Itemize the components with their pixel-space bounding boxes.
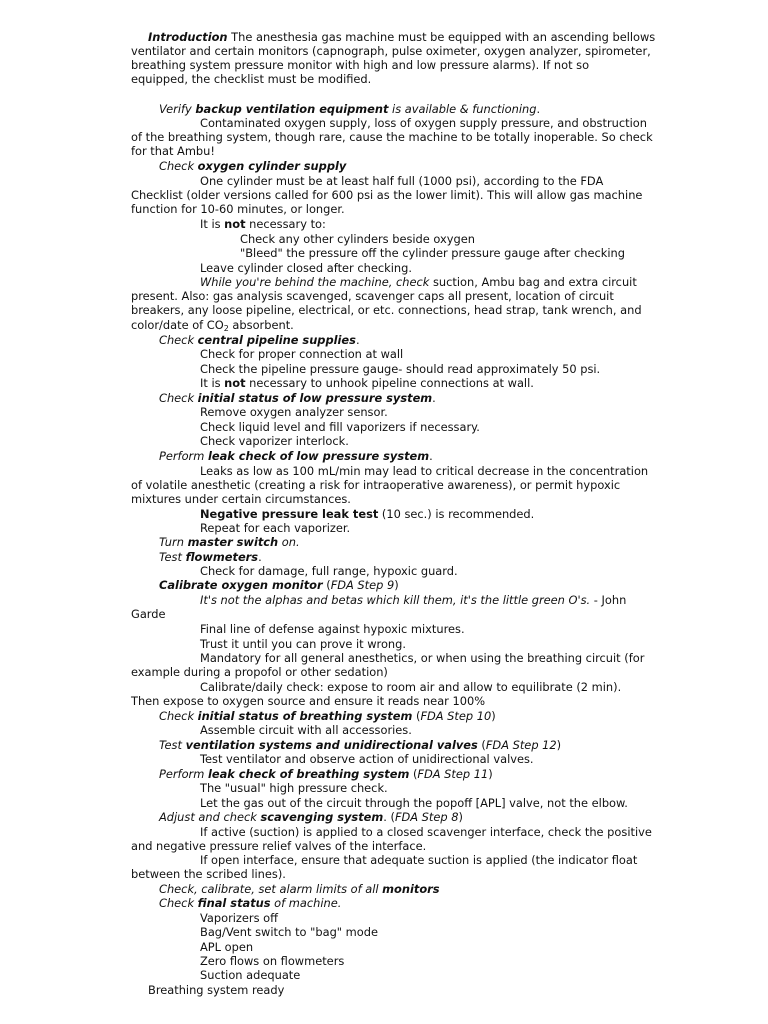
text-run: ( <box>412 709 421 723</box>
text-run: Breathing system ready <box>148 983 285 997</box>
text-run: Check any other cylinders beside oxygen <box>240 232 475 246</box>
text-line <box>200 116 647 130</box>
text-line <box>159 896 341 910</box>
text-line <box>159 882 440 896</box>
text-line <box>200 651 644 665</box>
text-line <box>200 911 278 925</box>
text-run: Contaminated oxygen supply, loss of oxygen supply pressure, and obstruction <box>200 116 647 130</box>
text-run: leak check of low pressure system <box>207 449 430 463</box>
text-line <box>159 159 346 173</box>
text-line <box>200 593 626 607</box>
text-line <box>240 232 475 246</box>
text-line <box>131 188 642 202</box>
text-run: While you're behind the machine, check <box>200 275 430 289</box>
text-line <box>200 347 403 361</box>
text-run: Turn <box>159 535 188 549</box>
text-line <box>200 464 648 478</box>
text-line <box>240 246 625 260</box>
text-run: Check <box>159 709 198 723</box>
text-run: necessary to unhook pipeline connections at wall. <box>245 376 534 390</box>
text-run: master switch <box>187 535 279 549</box>
text-run: Check <box>159 896 198 910</box>
text-line <box>159 333 360 347</box>
text-line <box>200 174 603 188</box>
text-line <box>200 680 621 694</box>
text-line <box>159 738 561 752</box>
text-run: ventilation systems and unidirectional valves <box>185 738 478 752</box>
text-line <box>131 58 589 72</box>
text-line <box>200 261 412 275</box>
text-run: Then expose to oxygen source and ensure it reads near 100% <box>131 694 486 708</box>
text-line <box>131 492 351 506</box>
text-line <box>131 72 371 86</box>
text-run: Zero flows on flowmeters <box>200 954 345 968</box>
text-run: FDA Step 10 <box>420 709 492 723</box>
text-run: Trust it until you can prove it wrong. <box>200 637 406 651</box>
text-run: oxygen cylinder supply <box>197 159 347 173</box>
text-line <box>131 665 388 679</box>
text-run: Negative pressure leak test <box>200 507 379 521</box>
text-run: Calibrate oxygen monitor <box>159 578 323 592</box>
text-line <box>159 550 262 564</box>
text-run: Assemble circuit with all accessories. <box>200 723 412 737</box>
text-run: ) <box>394 578 399 592</box>
text-run: and negative pressure relief valves of the interface. <box>131 839 427 853</box>
text-run: for that Ambu! <box>131 144 215 158</box>
text-line <box>159 767 493 781</box>
text-run: breakers, any loose pipeline, electrical, or etc. connections, head strap, tank wrench, and <box>131 303 642 317</box>
text-run: is available & functioning <box>388 102 537 116</box>
text-run: of the breathing system, though rare, cause the machine to be totally inoperable. So check <box>131 130 653 144</box>
text-line <box>131 839 426 853</box>
text-run: Check for damage, full range, hypoxic guard. <box>200 564 458 578</box>
text-line <box>148 983 284 997</box>
text-line <box>131 478 620 492</box>
text-run: of volatile anesthetic (creating a risk for intraoperative awareness), or permit hypoxic <box>131 478 621 492</box>
text-run: The "usual" high pressure check. <box>200 781 388 795</box>
text-line <box>200 853 637 867</box>
text-run: Leaks as low as 100 mL/min may lead to critical decrease in the concentration <box>200 464 649 478</box>
text-line <box>131 694 485 708</box>
text-run: suction, Ambu bag and extra circuit <box>429 275 637 289</box>
text-run: Leave cylinder closed after checking. <box>200 261 412 275</box>
text-run: Checklist (older versions called for 600 psi as the lower limit). This will allow gas machine <box>131 188 643 202</box>
text-run: central pipeline supplies <box>197 333 356 347</box>
text-line <box>131 202 345 216</box>
text-run: FDA Step 8 <box>394 810 459 824</box>
text-run: APL open <box>200 940 254 954</box>
text-run: ) <box>556 738 562 752</box>
text-run: initial status of low pressure system <box>197 391 433 405</box>
text-line <box>200 420 480 434</box>
text-line <box>200 434 349 448</box>
text-run: ( <box>322 578 331 592</box>
text-run: color/date of CO <box>131 318 224 332</box>
text-run: not <box>224 217 246 231</box>
text-run: Check, calibrate, set alarm limits of all <box>159 882 383 896</box>
text-line <box>131 289 614 303</box>
text-run: monitors <box>382 882 440 896</box>
text-run: It's not the alphas and betas which kill them, it's the little green O's. <box>200 593 591 607</box>
text-run: Bag/Vent switch to "bag" mode <box>200 925 378 939</box>
text-run: example during a propofol or other sedation) <box>131 665 388 679</box>
text-line <box>200 925 378 939</box>
text-run: Garde <box>131 607 166 621</box>
text-run: ) <box>491 709 496 723</box>
text-run: Check liquid level and fill vaporizers if necessary. <box>200 420 480 434</box>
text-line <box>200 564 458 578</box>
text-run: Repeat for each vaporizer. <box>200 521 351 535</box>
text-run: FDA Step 9 <box>330 578 395 592</box>
text-run: It is <box>200 217 225 231</box>
text-line <box>200 968 300 982</box>
text-line <box>200 637 406 651</box>
text-line <box>159 535 300 549</box>
text-run: (10 sec.) is recommended. <box>378 507 535 521</box>
text-run: Test <box>159 738 186 752</box>
text-run: ( <box>477 738 486 752</box>
text-run: function for 10-60 minutes, or longer. <box>131 202 345 216</box>
text-run: not <box>224 376 246 390</box>
subscript: 2 <box>223 324 229 333</box>
text-run: Adjust and check <box>159 810 261 824</box>
text-run: One cylinder must be at least half full (1000 psi), according to the FDA <box>200 174 604 188</box>
text-line <box>200 622 465 636</box>
text-line <box>200 940 253 954</box>
text-line <box>131 130 653 144</box>
text-run: Check <box>159 333 198 347</box>
text-run: ( <box>409 767 418 781</box>
text-run: The anesthesia gas machine must be equipped with an ascending bellows <box>227 30 656 44</box>
text-run: - John <box>590 593 627 607</box>
text-line <box>200 507 534 521</box>
text-line <box>200 752 534 766</box>
text-run: Let the gas out of the circuit through the popoff [APL] valve, not the elbow. <box>200 796 628 810</box>
text-line <box>159 709 496 723</box>
text-line <box>200 723 412 737</box>
text-line <box>200 796 628 810</box>
text-run: leak check of breathing system <box>207 767 410 781</box>
text-run: Check <box>159 159 198 173</box>
text-line <box>200 376 534 390</box>
text-run: Check the pipeline pressure gauge- should read approximately 50 psi. <box>200 362 601 376</box>
text-run: scavenging system <box>260 810 384 824</box>
text-run: ) <box>488 767 493 781</box>
text-run: breathing system pressure monitor with high and low pressure alarms). If not so <box>131 58 590 72</box>
text-run: Test <box>159 550 186 564</box>
text-line <box>200 781 388 795</box>
text-run: mixtures under certain circumstances. <box>131 492 351 506</box>
text-run: . <box>355 333 360 347</box>
text-run: Check vaporizer interlock. <box>200 434 349 448</box>
text-run: If active (suction) is applied to a closed scavenger interface, check the positive <box>200 825 652 839</box>
text-line <box>131 318 294 332</box>
text-run: Vaporizers off <box>200 911 278 925</box>
text-line <box>159 810 463 824</box>
text-line <box>159 449 433 463</box>
text-run: Check for proper connection at wall <box>200 347 404 361</box>
text-run: final status <box>197 896 271 910</box>
text-run: FDA Step 11 <box>417 767 489 781</box>
text-run: FDA Step 12 <box>485 738 557 752</box>
text-line <box>131 44 651 58</box>
text-run: Introduction <box>148 30 228 44</box>
text-run: "Bleed" the pressure off the cylinder pressure gauge after checking <box>240 246 625 260</box>
text-line <box>200 825 652 839</box>
text-run: . <box>429 449 433 463</box>
text-line <box>159 102 540 116</box>
text-run: . ( <box>383 810 395 824</box>
text-run: present. Also: gas analysis scavenged, scavenger caps all present, location of circuit <box>131 289 614 303</box>
text-run: between the scribed lines). <box>131 867 286 881</box>
text-run: Perform <box>159 449 208 463</box>
text-run: absorbent. <box>228 318 294 332</box>
text-line <box>200 362 600 376</box>
text-line <box>200 275 637 289</box>
text-run: ventilator and certain monitors (capnograph, pulse oximeter, oxygen analyzer, spirometer, <box>131 44 651 58</box>
text-run: equipped, the checklist must be modified. <box>131 72 372 86</box>
text-line <box>200 954 344 968</box>
text-run: flowmeters <box>185 550 259 564</box>
text-run: Test ventilator and observe action of unidirectional valves. <box>200 752 534 766</box>
text-line <box>159 391 436 405</box>
text-line <box>159 578 399 592</box>
text-line <box>131 144 215 158</box>
text-line <box>131 867 286 881</box>
text-run: backup ventilation equipment <box>195 102 389 116</box>
text-line <box>131 607 166 621</box>
text-run: Check <box>159 391 198 405</box>
text-run: ) <box>458 810 463 824</box>
text-run: Perform <box>159 767 208 781</box>
text-run: . <box>432 391 436 405</box>
text-run: It is <box>200 376 225 390</box>
text-run: . <box>536 102 541 116</box>
text-run: Mandatory for all general anesthetics, or when using the breathing circuit (for <box>200 651 645 665</box>
text-run: on. <box>278 535 300 549</box>
text-run: necessary to: <box>245 217 326 231</box>
text-run: initial status of breathing system <box>197 709 413 723</box>
text-line <box>131 303 642 317</box>
text-run: Final line of defense against hypoxic mixtures. <box>200 622 465 636</box>
text-run: Suction adequate <box>200 968 301 982</box>
text-line <box>200 217 326 231</box>
text-line <box>148 30 655 44</box>
text-run: If open interface, ensure that adequate suction is applied (the indicator float <box>200 853 638 867</box>
text-run: of machine. <box>270 896 342 910</box>
text-line <box>200 405 388 419</box>
text-run: . <box>258 550 262 564</box>
text-run: Verify <box>159 102 196 116</box>
text-run: Calibrate/daily check: expose to room air and allow to equilibrate (2 min). <box>200 680 622 694</box>
text-run: Remove oxygen analyzer sensor. <box>200 405 388 419</box>
text-line <box>200 521 350 535</box>
